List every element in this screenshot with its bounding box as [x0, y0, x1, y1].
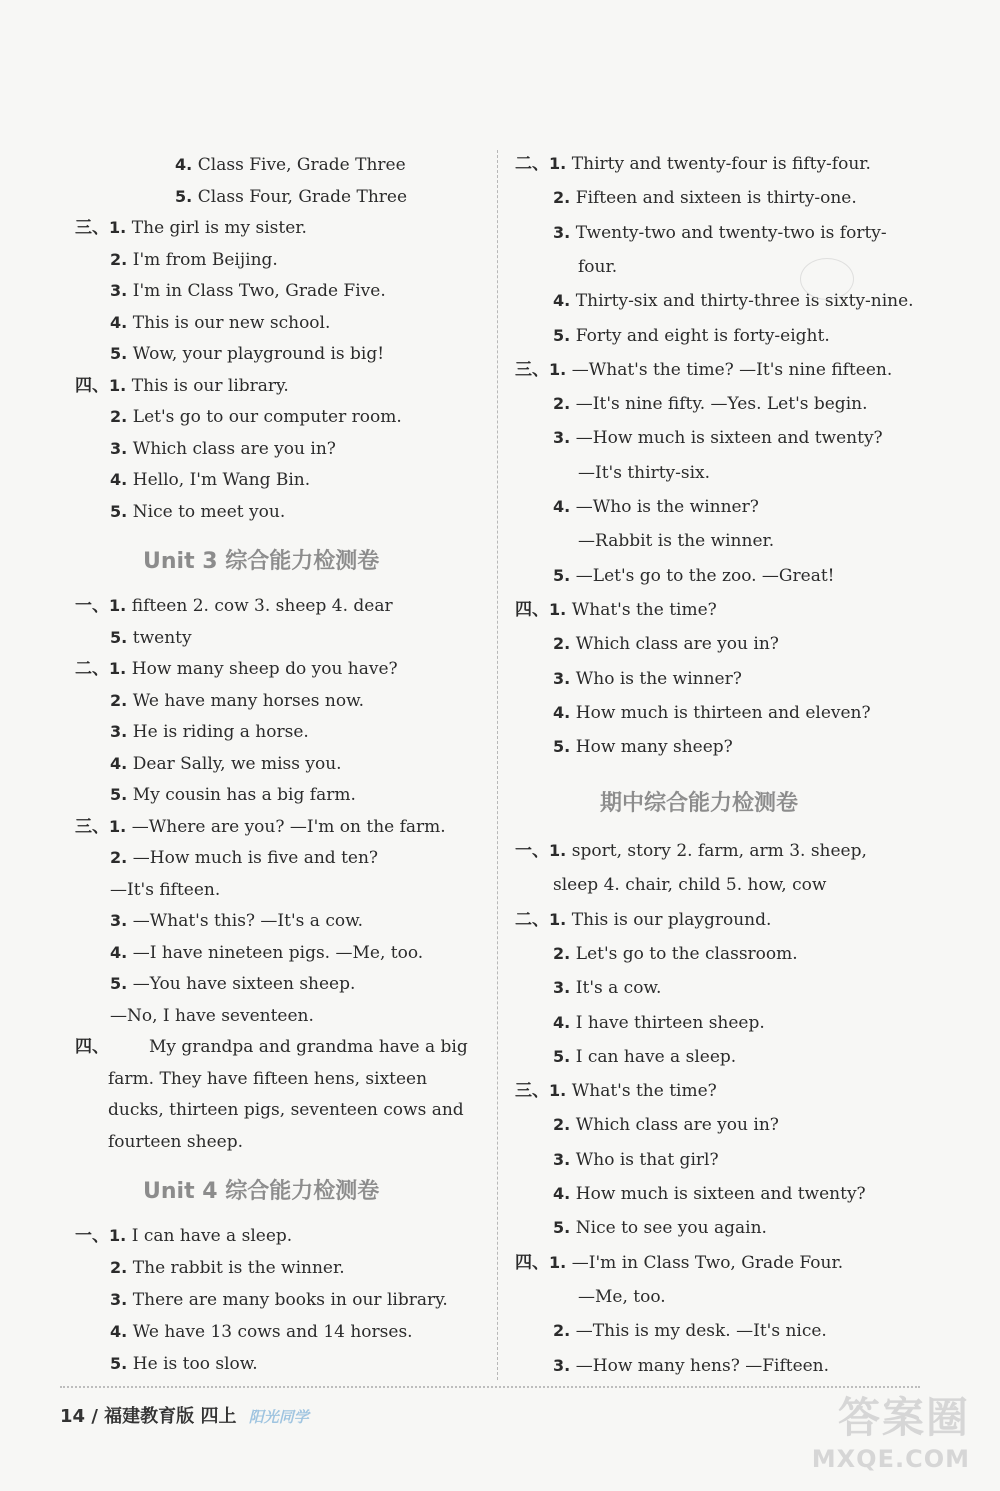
answer-line: [108, 1099, 464, 1121]
answer-line: [110, 627, 192, 649]
section-marker: 四、: [515, 599, 549, 620]
answer-line: [553, 1217, 767, 1239]
answer-text: fifteen 2. cow 3. sheep 4. dear: [131, 596, 393, 616]
watermark-url: MXQE.COM: [811, 1445, 970, 1473]
answer-text: —This is my desk. —It's nice.: [575, 1321, 827, 1342]
item-number: 4.: [110, 470, 133, 489]
stamp-mark: [800, 258, 854, 300]
item-number: 5.: [553, 737, 576, 757]
item-number: 2.: [110, 848, 133, 867]
answer-text: I can have a sleep.: [575, 1046, 737, 1067]
answer-line: [553, 1183, 866, 1205]
section-marker: 一、: [75, 596, 109, 616]
answer-text: Class Four, Grade Three: [197, 186, 408, 207]
item-number: 3.: [110, 438, 133, 458]
item-number: 2.: [553, 634, 576, 654]
answer-line: [110, 343, 384, 365]
answer-line: [553, 427, 883, 449]
answer-line: [515, 1252, 843, 1274]
answer-text: —It's thirty-six.: [578, 462, 711, 483]
answer-line: [578, 256, 617, 278]
answer-line: [553, 977, 661, 999]
answer-line: [515, 153, 871, 175]
answer-text: Hello, I'm Wang Bin.: [132, 470, 311, 490]
answer-line: [110, 942, 423, 964]
unit3-heading: Unit 3 综合能力检测卷: [143, 549, 380, 574]
page-number: 14: [60, 1406, 86, 1427]
section-marker: 一、: [75, 1226, 109, 1246]
answer-text: I'm in Class Two, Grade Five.: [132, 281, 386, 301]
item-number: 3.: [553, 668, 576, 688]
answer-text: I can have a sleep.: [131, 1226, 293, 1246]
answer-line: [553, 1149, 719, 1171]
answer-text: We have many horses now.: [132, 690, 365, 711]
answer-text: Fifteen and sixteen is thirty-one.: [575, 188, 857, 209]
item-number: 4.: [553, 497, 576, 516]
answer-line: [175, 154, 406, 176]
answer-text: Who is the winner?: [575, 668, 742, 689]
answer-text: It's a cow.: [575, 978, 662, 999]
section-marker: 三、: [515, 359, 549, 380]
answer-text: Twenty-two and twenty-two is forty-: [575, 222, 887, 243]
answer-line: [553, 1355, 829, 1377]
answer-text: Dear Sally, we miss you.: [132, 753, 342, 774]
item-number: 5.: [110, 627, 133, 647]
item-number: 1.: [109, 596, 132, 615]
answer-line: [553, 736, 733, 758]
item-number: 2.: [110, 249, 133, 269]
watermark-logo: 答案圈: [837, 1393, 970, 1442]
answer-line: [553, 633, 779, 655]
item-number: 2.: [553, 1115, 576, 1135]
answer-line: [110, 469, 310, 491]
answer-text: —What's this? —It's a cow.: [132, 911, 364, 931]
section-marker: 三、: [515, 1081, 549, 1102]
item-number: 2.: [553, 394, 576, 414]
answer-line: [110, 406, 402, 428]
section-marker: 二、: [75, 659, 109, 679]
answer-line: [553, 943, 798, 965]
answer-line: [515, 840, 867, 862]
item-number: 3.: [110, 281, 133, 300]
answer-line: [110, 501, 285, 523]
answer-line: [578, 462, 710, 484]
answer-line: [110, 1353, 258, 1375]
answer-text: Which class are you in?: [575, 634, 779, 655]
item-number: 4.: [553, 1012, 576, 1032]
item-number: 5.: [110, 1354, 133, 1373]
item-number: 5.: [553, 1218, 576, 1238]
answer-line: [578, 530, 774, 552]
item-number: 5.: [553, 1046, 576, 1066]
answer-text: Let's go to our computer room.: [132, 407, 402, 427]
answer-text: Let's go to the classroom.: [575, 943, 798, 964]
answer-line: [553, 1012, 765, 1034]
answer-line: [553, 393, 867, 415]
item-number: 4.: [553, 702, 576, 722]
watermark: [812, 1385, 970, 1473]
item-number: 1.: [549, 1252, 572, 1272]
answer-line: [110, 312, 330, 334]
answer-text: How much is thirteen and eleven?: [575, 702, 871, 723]
section-marker: 四、: [75, 375, 109, 396]
answer-line: [553, 565, 835, 587]
answer-line: [110, 973, 355, 995]
section-marker: 三、: [75, 816, 109, 837]
answer-text: twenty: [132, 627, 192, 648]
answer-text: I have thirteen sheep.: [575, 1012, 765, 1033]
answer-line: [75, 1036, 468, 1058]
answer-text: This is our new school.: [132, 312, 331, 333]
answer-text: fourteen sheep.: [108, 1131, 243, 1152]
item-number: 3.: [110, 1290, 133, 1309]
item-number: 1.: [109, 659, 132, 678]
item-number: 3.: [553, 1355, 576, 1375]
answer-text: —It's fifteen.: [110, 879, 221, 900]
item-number: 1.: [109, 816, 132, 836]
answer-text: —It's nine fifty. —Yes. Let's begin.: [575, 394, 868, 415]
answer-text: ducks, thirteen pigs, seventeen cows and: [108, 1100, 464, 1120]
answer-text: My grandpa and grandma have a big: [149, 1037, 468, 1057]
item-number: 3.: [553, 222, 576, 242]
answer-text: —How many hens? —Fifteen.: [575, 1355, 830, 1376]
answer-line: [515, 359, 892, 381]
answer-text: We have 13 cows and 14 horses.: [132, 1322, 413, 1342]
answer-line: [110, 690, 364, 712]
item-number: 5.: [175, 186, 198, 206]
item-number: 2.: [553, 188, 576, 208]
answer-text: —What's the time? —It's nine fifteen.: [571, 359, 893, 380]
answer-line: [110, 1321, 413, 1343]
answer-text: He is too slow.: [132, 1354, 258, 1374]
answer-text: —Who is the winner?: [575, 497, 759, 517]
item-number: 1.: [549, 599, 572, 619]
item-number: 2.: [553, 943, 576, 963]
answer-line: [110, 1257, 345, 1279]
answer-text: What's the time?: [571, 599, 717, 620]
answer-text: The girl is my sister.: [131, 218, 307, 238]
item-number: 3.: [110, 911, 133, 930]
item-number: 1.: [549, 909, 572, 929]
item-number: 5.: [110, 974, 133, 993]
answer-line: [553, 290, 914, 312]
answer-line: [75, 595, 393, 617]
item-number: 5.: [553, 325, 576, 345]
answer-text: My cousin has a big farm.: [132, 785, 356, 805]
item-number: 1.: [109, 375, 132, 395]
answer-text: How much is sixteen and twenty?: [575, 1184, 866, 1204]
answer-line: [75, 816, 446, 838]
answer-line: [515, 909, 771, 931]
answer-line: [110, 847, 378, 869]
answer-line: [110, 910, 363, 932]
answer-line: [110, 249, 278, 271]
answer-text: What's the time?: [571, 1081, 717, 1102]
item-number: 3.: [553, 978, 576, 998]
unit4-heading: Unit 4 综合能力检测卷: [143, 1179, 380, 1204]
answer-text: Who is that girl?: [575, 1149, 719, 1170]
item-number: 4.: [110, 753, 133, 773]
answer-text: —I'm in Class Two, Grade Four.: [571, 1252, 844, 1273]
answer-text: Which class are you in?: [132, 438, 336, 459]
answer-text: sleep 4. chair, child 5. how, cow: [553, 875, 827, 896]
answer-text: He is riding a horse.: [132, 722, 309, 742]
page-footer: [60, 1402, 309, 1428]
answer-text: —No, I have seventeen.: [110, 1005, 314, 1026]
answer-text: —Let's go to the zoo. —Great!: [575, 565, 835, 586]
answer-text: Class Five, Grade Three: [197, 155, 406, 175]
section-marker: 四、: [515, 1252, 549, 1273]
footer-text: / 福建教育版 四上: [91, 1406, 237, 1427]
item-number: 1.: [549, 154, 572, 173]
answer-line: [578, 1286, 666, 1308]
item-number: 5.: [110, 785, 133, 804]
answer-line: [553, 496, 759, 518]
item-number: 3.: [553, 1149, 576, 1169]
answer-line: [110, 1005, 314, 1027]
answer-text: —How much is five and ten?: [132, 848, 379, 868]
item-number: 2.: [110, 407, 133, 426]
answer-text: Forty and eight is forty-eight.: [575, 325, 830, 346]
answer-line: [175, 186, 407, 208]
answer-line: [108, 1131, 243, 1153]
item-number: 1.: [549, 841, 572, 860]
answer-line: [515, 599, 717, 621]
answer-text: How many sheep do you have?: [131, 659, 398, 679]
item-number: 1.: [549, 1081, 572, 1101]
answer-line: [108, 1068, 427, 1090]
answer-line: [553, 874, 826, 896]
answer-line: [553, 668, 742, 690]
section-marker: 四、: [75, 1037, 109, 1057]
footer-rule: [60, 1386, 920, 1388]
item-number: 5.: [553, 565, 576, 585]
item-number: 4.: [553, 1184, 576, 1203]
answer-line: [553, 1114, 779, 1136]
answer-text: Nice to see you again.: [575, 1218, 767, 1239]
answer-text: Wow, your playground is big!: [132, 344, 385, 364]
brand-logo: 阳光同学: [248, 1408, 309, 1426]
answer-line: [110, 879, 220, 901]
midterm-heading: 期中综合能力检测卷: [600, 791, 799, 816]
answer-line: [553, 1320, 827, 1342]
section-marker: 二、: [515, 909, 549, 930]
answer-text: —I have nineteen pigs. —Me, too.: [132, 942, 424, 963]
answer-line: [553, 325, 830, 347]
column-divider: [497, 150, 498, 1380]
item-number: 2.: [110, 690, 133, 710]
answer-text: —Where are you? —I'm on the farm.: [131, 816, 446, 837]
item-number: 1.: [549, 359, 572, 379]
answer-text: Thirty-six and thirty-three is sixty-nine.: [575, 291, 914, 312]
answer-text: This is our library.: [131, 375, 289, 396]
section-marker: 一、: [515, 841, 549, 861]
answer-line: [553, 1046, 736, 1068]
item-number: 4.: [110, 1322, 133, 1341]
item-number: 3.: [110, 722, 133, 741]
answer-line: [110, 438, 336, 460]
answer-line: [110, 721, 309, 743]
answer-text: —You have sixteen sheep.: [132, 974, 356, 994]
answer-text: There are many books in our library.: [132, 1290, 448, 1310]
item-number: 4.: [553, 291, 576, 311]
item-number: 2.: [110, 1258, 133, 1277]
answer-line: [515, 1080, 717, 1102]
item-number: 4.: [110, 942, 133, 962]
answer-line: [110, 1289, 448, 1311]
answer-line: [75, 375, 289, 397]
answer-line: [75, 658, 398, 680]
answer-text: I'm from Beijing.: [132, 249, 278, 270]
answer-line: [75, 217, 307, 239]
item-number: 5.: [110, 501, 133, 521]
answer-text: Which class are you in?: [575, 1115, 779, 1136]
answer-text: Thirty and twenty-four is fifty-four.: [571, 154, 871, 174]
answer-text: —How much is sixteen and twenty?: [575, 428, 883, 449]
answer-line: [553, 187, 857, 209]
answer-text: —Me, too.: [578, 1286, 666, 1307]
answer-text: The rabbit is the winner.: [132, 1258, 345, 1278]
answer-text: —Rabbit is the winner.: [578, 531, 775, 552]
section-marker: 三、: [75, 218, 109, 238]
answer-text: Nice to meet you.: [132, 501, 286, 522]
answer-line: [110, 784, 356, 806]
answer-line: [110, 280, 386, 302]
answer-text: four.: [578, 256, 618, 277]
item-number: 4.: [110, 312, 133, 332]
item-number: 1.: [109, 218, 132, 237]
answer-line: [110, 753, 342, 775]
answer-line: [75, 1225, 292, 1247]
item-number: 2.: [553, 1321, 576, 1341]
answer-text: This is our playground.: [571, 909, 772, 930]
item-number: 1.: [109, 1226, 132, 1245]
item-number: 3.: [553, 428, 576, 448]
answer-line: [553, 222, 887, 244]
item-number: 5.: [110, 344, 133, 363]
answer-line: [553, 702, 871, 724]
answer-text: farm. They have fifteen hens, sixteen: [108, 1068, 428, 1089]
section-marker: 二、: [515, 154, 549, 174]
answer-text: sport, story 2. farm, arm 3. sheep,: [571, 841, 867, 861]
answer-text: How many sheep?: [575, 737, 733, 758]
item-number: 4.: [175, 155, 198, 174]
